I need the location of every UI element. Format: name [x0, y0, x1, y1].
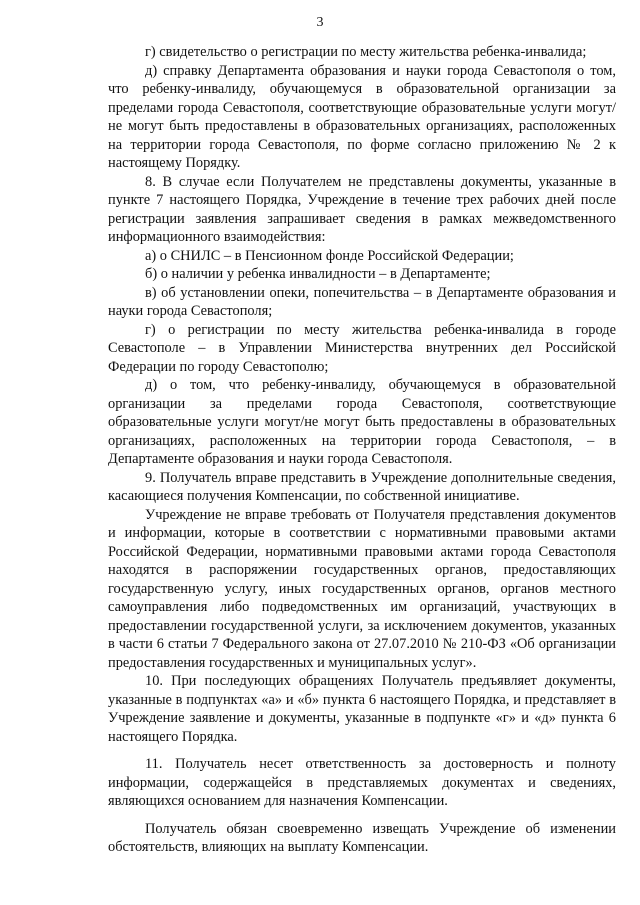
- paragraph-notification-duty: Получатель обязан своевременно извещать Учреждение об изменении обстоятельств, влияющих на выплату Компенсации.: [108, 820, 616, 855]
- paragraph-8g-registration: г) о регистрации по месту жительства ребенка-инвалида в городе Севастополе – в Управлении Министерства внутренних дел Российской Федерации по городу Севастополю;: [108, 321, 616, 375]
- document-body: [108, 43, 616, 857]
- paragraph-4d-education-certificate: д) справку Департамента образования и науки города Севастополя о том, что ребенку-инвалиду, обучающемуся в образовательной организации за пределами города Севастополя, соответствующие образовательные услуги могут/не могут быть предоставлены в образовательных организациях, расположенных на территории города Севастополя, по форме согласно приложению № 2 к настоящему Порядку.: [108, 62, 616, 171]
- paragraph-8v-guardianship: в) об установлении опеки, попечительства – в Департаменте образования и науки города Севастополя;: [108, 284, 616, 319]
- page-number: 3: [316, 15, 324, 30]
- paragraph-8a-snils: а) о СНИЛС – в Пенсионном фонде Российской Федерации;: [145, 247, 514, 264]
- paragraph-8-interagency-request: 8. В случае если Получателем не представлены документы, указанные в пункте 7 настоящего Порядка, Учреждение в течение трех рабочих дней после регистрации заявления запрашивает сведения в рамках межведомственного информационного взаимодействия:: [108, 173, 616, 245]
- paragraph-10-subsequent-requests: 10. При последующих обращениях Получатель предъявляет документы, указанные в подпунктах «а» и «б» пункта 6 настоящего Порядка, и представляет в Учреждение заявление и документы, указанные в подпункте «г» и «д» пункта 6 настоящего Порядка.: [108, 673, 616, 745]
- paragraph-9-additional-info: 9. Получатель вправе представить в Учреждение дополнительные сведения, касающиеся получения Компенсации, по собственной инициативе.: [108, 469, 616, 504]
- paragraph-11-responsibility: 11. Получатель несет ответственность за достоверность и полноту информации, содержащейся в представляемых документах и сведениях, являющихся основанием для назначения Компенсации.: [108, 756, 616, 809]
- paragraph-4g-registration-certificate: г) свидетельство о регистрации по месту жительства ребенка-инвалида;: [145, 44, 587, 60]
- paragraph-8d-education-services: д) о том, что ребенку-инвалиду, обучающемуся в образовательной организации за пределами города Севастополя, соответствующие образовательные услуги могут/не могут быть предоставлены в образовательных организациях, расположенных на территории города Севастополя, – в Департаменте образования и науки города Севастополя.: [108, 377, 616, 467]
- paragraph-9-restrictions: Учреждение не вправе требовать от Получателя представления документов и информации, которые в соответствии с нормативными правовыми актами Российской Федерации, нормативными правовыми актами города Севастополя находятся в распоряжении государственных органов, предоставляющих государственную услугу, иных государственных органов, органов местного самоуправления либо подведомственных им организаций, участвующих в предоставлении государственной услуги, за исключением документов, указанных в части 6 статьи 7 Федерального закона от 27.07.2010 № 210-ФЗ «Об организации предоставления государственных и муниципальных услуг».: [108, 506, 616, 671]
- paragraph-8b-disability: б) о наличии у ребенка инвалидности – в Департаменте;: [145, 266, 491, 282]
